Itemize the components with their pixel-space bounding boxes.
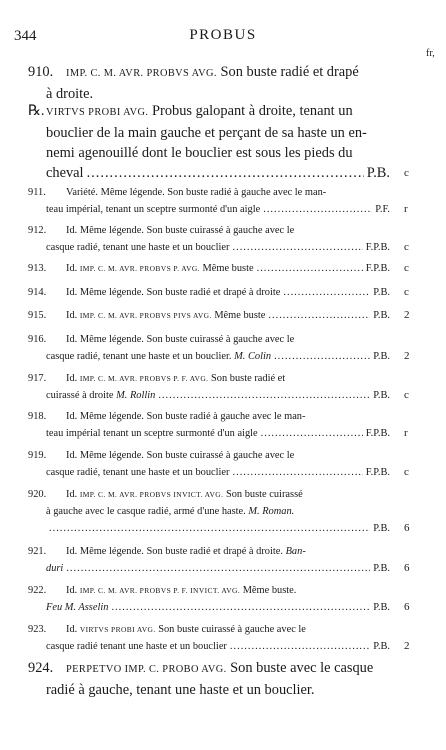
rarity-mark: 6 <box>404 601 410 613</box>
catalogue-entry <box>28 543 410 577</box>
entry-text <box>28 201 260 218</box>
entry-text <box>66 184 326 201</box>
catalogue-entry <box>28 62 390 104</box>
description-text: casque radié, tenant une haste et un bouclier <box>46 242 230 253</box>
entry-line <box>28 201 408 218</box>
dot-leader <box>49 520 370 537</box>
entry-text <box>28 464 230 481</box>
description-text: Id. Même légende. Son buste radié et drapé à droite. <box>66 546 286 557</box>
rarity-mark: 6 <box>404 522 410 534</box>
entry-number: 924. <box>28 660 54 676</box>
rarity-mark: 2 <box>404 350 410 362</box>
description-text: casque radié, tenant une haste et un bouclier <box>46 467 230 478</box>
entry-line <box>28 239 409 256</box>
corner-mark: fr, <box>426 48 435 59</box>
dot-leader <box>283 284 370 301</box>
entry-line <box>28 222 390 239</box>
description-text: casque radié tenant une haste et un bouclier <box>46 641 227 652</box>
rarity-mark: c <box>404 286 409 298</box>
entry-number: 910. <box>28 64 54 80</box>
catalogue-entry <box>28 582 410 616</box>
description-text: radié à gauche, tenant une haste et un bouclier. <box>46 682 315 698</box>
source-code: P.B. <box>373 287 390 298</box>
entry-text <box>66 307 265 324</box>
legend-text: IMP. C. M. AVR. PROBVS P. AVG. <box>79 264 200 273</box>
entry-text <box>28 425 258 442</box>
entry-text <box>28 348 271 365</box>
entry-number: 922. <box>28 585 47 596</box>
dot-leader <box>111 599 370 616</box>
dot-leader <box>261 425 363 442</box>
entry-line <box>28 599 410 616</box>
description-text: bouclier de la main gauche et perçant de sa haste un en- <box>46 125 367 141</box>
source-code: F.P.B. <box>365 263 390 274</box>
entry-text <box>28 638 227 655</box>
entry-text <box>66 582 296 599</box>
description-text: Id. Même légende. Son buste cuirassé à gauche avec le <box>66 334 295 345</box>
entry-line <box>28 638 410 655</box>
entry-number: 923. <box>28 624 47 635</box>
running-head: PROBUS <box>189 27 257 43</box>
rarity-mark: c <box>404 241 409 253</box>
entry-line <box>28 486 390 503</box>
catalogue-entry <box>28 284 409 301</box>
entry-text <box>46 101 353 123</box>
legend-text: PERPETVO IMP. C. PROBO AVG. <box>66 664 227 675</box>
entry-line <box>28 503 390 520</box>
rarity-mark: r <box>404 427 408 439</box>
entry-line <box>28 560 410 577</box>
dot-leader <box>233 239 363 256</box>
entry-number: 917. <box>28 373 47 384</box>
entry-number: 911. <box>28 187 46 198</box>
entry-number: 920. <box>28 489 47 500</box>
entry-line <box>28 447 390 464</box>
dot-leader <box>230 638 370 655</box>
entry-line <box>28 582 390 599</box>
description-text: cuirassé à droite <box>46 390 117 401</box>
source-code: P.B. <box>373 602 390 613</box>
legend-text: IMP. C. M. AVR. PROBVS P. F. INVICT. AVG. <box>79 586 241 595</box>
entry-line <box>28 543 390 560</box>
dot-leader <box>87 163 364 183</box>
catalogue-entry <box>28 370 409 404</box>
description-text: Son buste avec le casque <box>226 660 374 676</box>
entry-line <box>28 348 410 365</box>
rarity-mark: 2 <box>404 640 410 652</box>
description-text: Id. <box>66 624 80 635</box>
catalogue-entry <box>28 184 408 218</box>
description-text: à droite. <box>46 86 94 102</box>
entry-line <box>28 163 409 183</box>
entry-text <box>66 260 254 277</box>
entry-line <box>28 520 410 537</box>
entry-text <box>66 284 280 301</box>
entry-line <box>28 408 390 425</box>
source-code: P.B. <box>373 310 390 321</box>
description-text: Même buste <box>199 263 254 274</box>
description-text: Id. Même légende. Son buste radié à gauche avec le man- <box>66 411 306 422</box>
catalogue-entry <box>28 486 410 537</box>
rarity-mark: r <box>404 203 408 215</box>
description-text: cheval <box>46 165 84 181</box>
dot-leader <box>233 464 363 481</box>
source-code: P.B. <box>366 165 390 181</box>
entry-line <box>28 307 410 324</box>
dot-leader <box>263 201 372 218</box>
collection-name: M. Roman. <box>248 506 295 517</box>
rarity-mark: c <box>404 389 409 401</box>
entry-text <box>28 503 294 520</box>
dot-leader <box>257 260 363 277</box>
legend-text: IMP. C. M. AVR. PROBVS INVICT. AVG. <box>79 490 224 499</box>
entry-text <box>28 680 315 700</box>
description-text: Id. <box>66 310 80 321</box>
collection-name: M. Colin <box>234 351 272 362</box>
catalogue-entry <box>28 101 409 183</box>
catalogue-entry <box>28 260 409 277</box>
entry-text <box>66 408 305 425</box>
entry-text <box>66 658 373 680</box>
entry-text <box>66 543 306 560</box>
entry-text <box>28 123 367 143</box>
entry-number: 913. <box>28 263 47 274</box>
description-text: Id. <box>66 373 80 384</box>
dot-leader <box>268 307 370 324</box>
source-code: F.P.B. <box>365 428 390 439</box>
entry-line <box>28 658 390 680</box>
entry-text <box>66 486 303 503</box>
description-text: Son buste radié et drapé <box>216 64 359 80</box>
rarity-mark: 6 <box>404 562 410 574</box>
legend-text: VIRTVS PROBI AVG. <box>79 625 156 634</box>
entry-text <box>66 621 306 638</box>
description-text: Même buste <box>211 310 266 321</box>
entry-line <box>28 621 390 638</box>
description-text: à gauche avec le casque radié, armé d'une haste. <box>46 506 249 517</box>
description-text: Id. Même légende. Son buste radié et drapé à droite <box>66 287 281 298</box>
dot-leader <box>274 348 370 365</box>
description-text: nemi agenouillé dont le bouclier est sous les pieds du <box>46 145 353 161</box>
rarity-mark: c <box>404 466 409 478</box>
legend-text: IMP. C. M. AVR. PROBVS AVG. <box>66 68 217 79</box>
entry-text <box>66 447 294 464</box>
entry-line <box>28 680 390 700</box>
entry-text <box>28 163 84 183</box>
entry-number: 914. <box>28 287 47 298</box>
entry-line <box>28 331 390 348</box>
page-number: 344 <box>14 28 37 44</box>
entry-line <box>28 260 409 277</box>
dot-leader <box>158 387 370 404</box>
rarity-mark: c <box>404 167 409 179</box>
entry-line <box>28 62 390 84</box>
rarity-mark: 2 <box>404 309 410 321</box>
catalogue-entry <box>28 408 408 442</box>
source-code: P.B. <box>373 351 390 362</box>
source-code: P.F. <box>375 204 390 215</box>
source-code: P.B. <box>373 563 390 574</box>
description-text: teau impérial tenant un sceptre surmonté d'un aigle <box>46 428 258 439</box>
entry-number: 918. <box>28 411 47 422</box>
description-text: teau impérial, tenant un sceptre surmonté d'un aigle <box>46 204 261 215</box>
entry-number: 919. <box>28 450 47 461</box>
catalogue-entry <box>28 331 410 365</box>
entry-line <box>28 464 409 481</box>
entry-text <box>66 62 359 84</box>
entry-number: 915. <box>28 310 47 321</box>
entry-text <box>66 370 285 387</box>
description-text: Même buste. <box>240 585 297 596</box>
catalogue-entry <box>28 447 409 481</box>
entry-text <box>28 387 155 404</box>
entry-line <box>28 143 390 163</box>
description-text: Id. <box>66 585 80 596</box>
entry-number: 912. <box>28 225 47 236</box>
description-text: Id. Même légende. Son buste cuirassé à gauche avec le <box>66 225 295 236</box>
source-code: F.P.B. <box>365 467 390 478</box>
collection-name: Ban- <box>285 546 306 557</box>
description-text: Son buste cuirassé <box>223 489 303 500</box>
entry-text <box>28 560 63 577</box>
entry-line <box>28 184 390 201</box>
entry-line <box>28 370 390 387</box>
description-text: Variété. Même légende. Son buste radié à gauche avec le man- <box>66 187 327 198</box>
entry-text <box>66 222 294 239</box>
collection-name: duri <box>46 563 64 574</box>
description-text: Son buste cuirassé à gauche avec le <box>155 624 306 635</box>
entry-line <box>28 387 409 404</box>
rarity-mark: c <box>404 262 409 274</box>
collection-name: Feu M. Asselin <box>46 602 109 613</box>
dot-leader <box>66 560 370 577</box>
catalogue-entry <box>28 222 409 256</box>
source-code: P.B. <box>373 641 390 652</box>
legend-text: IMP. C. M. AVR. PROBVS PIVS AVG. <box>79 311 212 320</box>
description-text: casque radié, tenant une haste et un bouclier. <box>46 351 235 362</box>
collection-name: M. Rollin <box>116 390 156 401</box>
description-text: Id. <box>66 489 80 500</box>
entry-number: ℞. <box>28 103 45 119</box>
description-text: Id. <box>66 263 80 274</box>
source-code: F.P.B. <box>365 242 390 253</box>
source-code: P.B. <box>373 523 390 534</box>
catalogue-entry <box>28 621 410 655</box>
entry-number: 916. <box>28 334 47 345</box>
description-text: Probus galopant à droite, tenant un <box>148 103 353 119</box>
entry-line <box>28 101 390 123</box>
entry-text <box>28 239 230 256</box>
entry-line <box>28 123 390 143</box>
entry-text <box>28 599 108 616</box>
description-text: Id. Même légende. Son buste cuirassé à gauche avec le <box>66 450 295 461</box>
catalogue-entry <box>28 307 410 324</box>
entry-text <box>28 143 353 163</box>
entry-line <box>28 425 408 442</box>
entry-number: 921. <box>28 546 47 557</box>
description-text: Son buste radié et <box>208 373 286 384</box>
legend-text: VIRTVS PROBI AVG. <box>46 107 149 118</box>
entry-line <box>28 284 409 301</box>
source-code: P.B. <box>373 390 390 401</box>
entry-text <box>66 331 294 348</box>
catalogue-entry <box>28 658 390 700</box>
legend-text: IMP. C. M. AVR. PROBVS P. F. AVG. <box>79 374 209 383</box>
